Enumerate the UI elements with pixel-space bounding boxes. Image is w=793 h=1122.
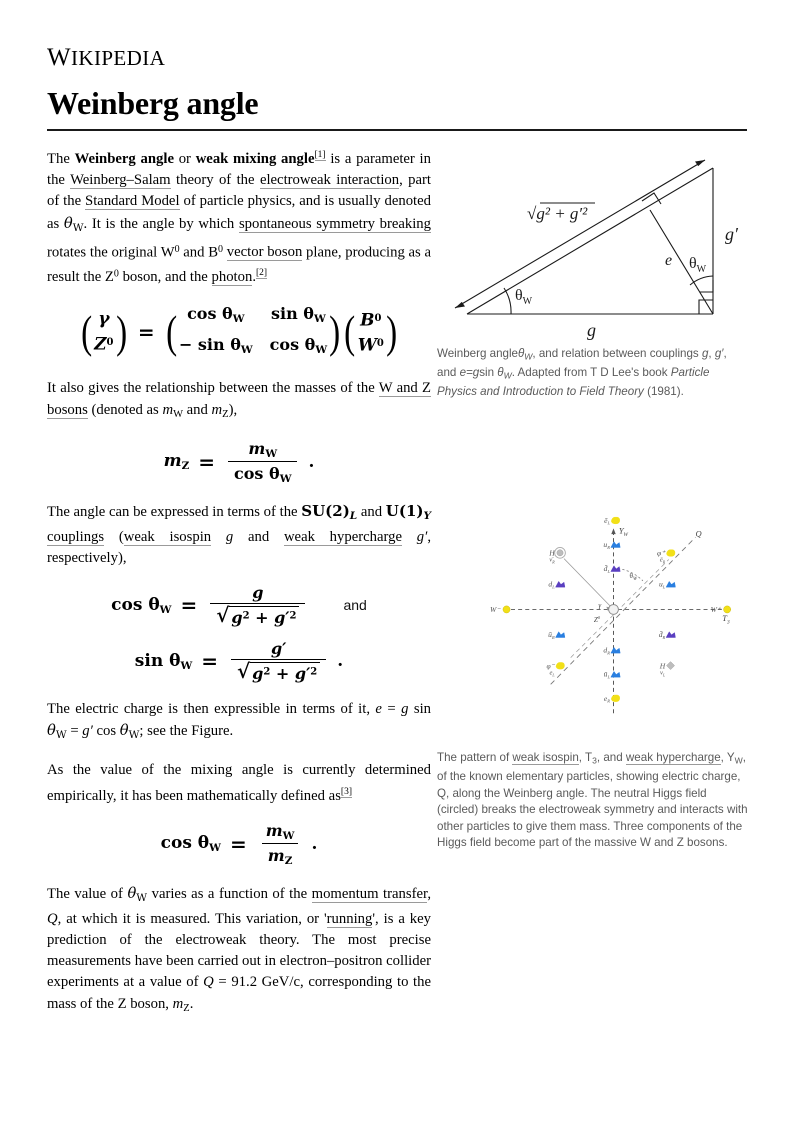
text: The [47,150,75,167]
svg-text:d̄L: $d̄_L$ [603,564,610,575]
link-momentum-transfer[interactable]: momentum transfer [311,885,428,902]
link-photon[interactable]: photon [211,269,253,286]
term-weak-mixing-angle: weak mixing angle [195,150,315,167]
equation-cos-theta-masses [47,821,431,867]
link-weinberg-salam[interactable]: Weinberg–Salam [70,172,171,189]
paren-open: ( [80,306,92,358]
svg-text:H: H [659,661,666,671]
label-t3: $T_3$ [722,613,730,626]
text: or [173,150,196,167]
label-theta-w: $\theta_W$ [629,572,638,583]
svg-text:dL: $d_L$ [548,580,555,590]
radical: √ $g^2 + g'^2$ [237,662,320,683]
svg-text:d̄R: $d̄_R$ [658,630,666,641]
ref-1[interactable]: [1] [314,150,326,160]
link-electroweak-interaction[interactable]: electroweak interaction [259,172,400,189]
figures-column [437,150,749,878]
matrix-b0: $B^0$ [360,310,382,331]
paren-close: ) [329,306,341,358]
caption-theta: $\theta_W$ [518,347,533,362]
paragraph-intro [47,145,431,288]
equals-sign: = [201,649,219,674]
angle-arc-right [690,276,713,285]
label-gamma: γ [598,601,602,610]
svg-text:ēR: $ē_R$ [659,557,666,565]
link-couplings[interactable]: couplings [47,528,105,545]
symbol-theta-w: $\theta_W$ [119,722,140,742]
figure-triangle-caption: Weinberg angleθ$_W$, and relation between couplings g, g′, and e=gsin $\theta_W$. Adapted from T D Lee's book Particle Physics and Introduction to Field Theory (1981). [437,347,727,398]
hypotenuse-arrow-line [455,160,705,308]
symbol-theta-w: $\theta_W$ [63,214,84,234]
equals-sign: = [229,831,247,856]
link-weak-hypercharge[interactable]: weak hypercharge [283,528,402,545]
paren-open: ( [344,306,356,358]
sym-mw: $m_W$ [162,401,183,420]
term-weinberg-angle: Weinberg angle [74,150,174,167]
eq-lhs: sin θW [134,650,193,672]
sym-g-prime: g′ [416,528,428,545]
sup-zero: 0 [174,243,180,255]
text: , part of the [47,172,432,210]
sym-q: Q [47,910,58,927]
period: . [337,651,344,672]
axis-q [551,538,696,685]
denominator: mZ [262,843,299,867]
particle-W-minus [490,605,510,614]
matrix-gamma: γ [98,309,110,330]
isospin-diagram [437,488,749,738]
denominator [210,603,305,627]
svg-text:W⁺: W⁺ [710,605,721,615]
link-weak-isospin[interactable]: weak isospin [123,528,212,545]
sym-e: e [375,701,382,718]
article-body [47,145,431,1033]
matrix-a22: cos θW [269,335,328,357]
particle-d-bar-L [604,564,621,574]
text: and B [179,244,219,261]
particle-H-nu-L [659,662,675,678]
symbol-theta-w: $\theta_W$ [127,884,148,904]
link-running[interactable]: running [326,910,373,927]
text: . [252,269,256,286]
svg-text:νL: $\nu_L$ [660,669,666,678]
svg-text:dR: $d_R$ [603,645,610,656]
link-standard-model[interactable]: Standard Model [85,193,180,210]
link-weak-isospin-caption[interactable]: weak isospin [512,751,579,765]
symbol-theta-w: $\theta_W$ [47,722,67,742]
text: theory of the [170,172,260,189]
denominator: cos θW [228,461,297,485]
svg-text:ν̄R: $\nū_R$ [549,557,555,565]
particle-u-bar-R [548,630,565,640]
link-vector-boson[interactable]: vector boson [226,244,303,261]
denominator [231,659,326,683]
title-divider [47,129,747,131]
group-u1y: U(1)Y [385,501,431,522]
equation-mz [47,439,431,485]
paragraph-masses: It also gives the relationship between the masses of the W and Z bosons (denoted as $m_W$ and $m_Z$), [47,380,431,420]
logo-initial: W [47,44,71,71]
svg-text:uL: $u_L$ [658,580,666,590]
text: of particle physics, and is usually denoted as [47,193,431,232]
paragraph-couplings: The angle can be expressed in terms of the SU(2)L and U(1)Y couplings (weak isospin g and weak hypercharge g′, respectively), [47,501,431,566]
column-vector-left [94,308,113,357]
matrix-2x2 [179,302,327,362]
sup-zero: 0 [218,243,224,255]
numerator: g′ [270,639,287,659]
equation-cos-theta-g [47,583,431,627]
numerator: mW [248,438,278,460]
particle-phi-minus-e-L [546,662,564,678]
caption-theta-2: $\theta_W$ [497,365,512,381]
particle-phi-plus-e-bar-R [657,549,675,565]
equals-sign: = [137,320,155,345]
side-hypotenuse [467,168,713,314]
label-hypotenuse: √g² + g′² [527,204,588,223]
label-z0: $Z^0$ [593,615,601,625]
column-vector-right [358,307,384,358]
arrow-yw [611,529,615,535]
label-e: e [665,252,673,269]
label-q: Q [695,528,702,539]
wikipedia-logo [47,44,165,72]
equals-sign: = [198,449,216,474]
text: rotates the original W [47,244,175,261]
right-angle-vertical-mark [700,280,713,292]
sym-g: g [401,701,409,718]
particle-e-bar-L [604,516,620,526]
radical: √ $g^2 + g'^2$ [216,606,299,627]
particle-H-nu-bar-R [548,548,565,565]
neutral-higgs-marker [609,605,619,615]
particle-d-L [548,580,565,590]
svg-text:ūR: $ū_R$ [548,630,555,641]
link-weak-hypercharge-caption[interactable]: weak hypercharge [625,751,721,765]
fraction [210,583,305,627]
page-title: Weinberg angle [47,85,259,121]
matrix-w0: $W^0$ [357,335,384,356]
matrix-z0: $Z^0$ [94,334,114,355]
sym-mz: $m_Z$ [172,995,190,1014]
sym-g: g [225,528,234,545]
period: . [311,833,318,854]
paren-close: ) [386,306,398,358]
label-g: g [587,320,596,340]
numerator: g [252,583,264,603]
particle-d-bar-R [659,630,676,640]
text: boson, and the [118,269,212,286]
figure-isospin-caption: The pattern of weak isospin, $T_3$, and weak hypercharge, $Y_W$, of the known elementary particles, showing electric charge, Q, along the Weinberg angle. The neutral Higgs field (circled) breaks the electroweak symmetry and interacts with other particles to give them mass. Three components of the Higgs field become part of the massive W and Z bosons. [437,751,748,850]
text: is a parameter in the [47,150,431,189]
paren-open: ( [165,306,177,358]
period: . [308,451,315,472]
particle-e-R [604,694,620,704]
particle-W-plus [711,605,731,614]
right-angle-altitude [642,193,661,204]
fraction [231,639,326,683]
particle-d-R [603,646,620,656]
eq-lhs: cos θW [160,833,221,855]
fraction [228,439,297,485]
particle-u-R [603,540,620,550]
equation-rotation-matrix [47,302,431,362]
matrix-a12: sin θW [271,304,326,326]
conjunction-and: and [343,597,367,614]
group-su2l: SU(2)L [301,501,358,522]
svg-text:uR: $u_R$ [603,540,610,551]
sym-g-prime: g′ [82,723,93,740]
svg-text:W⁻: W⁻ [489,605,501,615]
numerator: mW [265,820,295,842]
equation-sin-theta-g [47,639,431,683]
figure-triangle [437,150,749,340]
triangle-diagram [437,150,747,340]
paragraph-electric-charge: The electric charge is then expressible in terms of it, e = g $\sin \theta_W = g'$ $\cos \theta_W$; see the Figure. [47,701,431,742]
particle-u-L [659,580,676,590]
sym-q: Q [203,974,214,991]
sym-mz: $m_Z$ [211,401,229,420]
label-theta-right: $\theta_W$ [689,255,707,275]
paragraph-empirical: As the value of the mixing angle is currently determined empirically, it has been mathematically defined as[3] [47,762,431,804]
label-g-prime: g′ [725,224,738,244]
paragraph-running: The value of $\theta_W$ varies as a function of the momentum transfer, Q, at which it is measured. This variation, or 'running', is a key prediction of the electroweak theory. The most precise measurements have been carried out in electron–positron collider experiments at a value of Q = 91.2 GeV/c, corresponding to the mass of the Z boson, $m_Z$. [47,884,431,1014]
svg-text:eR: $e_R$ [603,694,610,704]
equals-sign: = [180,593,198,618]
label-yw: $Y_W$ [618,525,629,539]
figure-isospin-hypercharge [437,488,749,738]
link-w-and-z-bosons[interactable]: W and Z bosons [47,380,431,418]
svg-text:φ⁺: φ⁺ [657,548,666,558]
text: plane, producing as a result the Z [47,244,431,286]
eq-lhs: cos θW [111,594,172,616]
text: . It is the angle by which [83,215,239,232]
paren-close: ) [115,306,127,358]
sup-zero: 0 [113,268,119,280]
svg-text:H: H [549,548,555,558]
matrix-a21: − sin θW [178,335,253,357]
ref-3[interactable]: [3] [340,786,352,797]
svg-text:ēL: $ē_L$ [604,516,610,527]
svg-text:ūL: $ū_L$ [603,670,610,680]
ref-2[interactable]: [2] [255,268,268,279]
label-theta-left: $\theta_W$ [515,287,533,307]
altitude-e [650,210,713,314]
svg-text:eL: $e_L$ [549,669,555,678]
matrix-a11: cos θW [187,304,245,326]
logo-text: IKIPEDIA [71,46,166,70]
svg-text:φ⁻: φ⁻ [546,661,555,671]
particle-u-bar-L [604,670,621,680]
eq-lhs: mZ [163,451,190,473]
fraction [260,821,301,867]
link-spontaneous-symmetry-breaking[interactable]: spontaneous symmetry breaking [238,215,431,232]
